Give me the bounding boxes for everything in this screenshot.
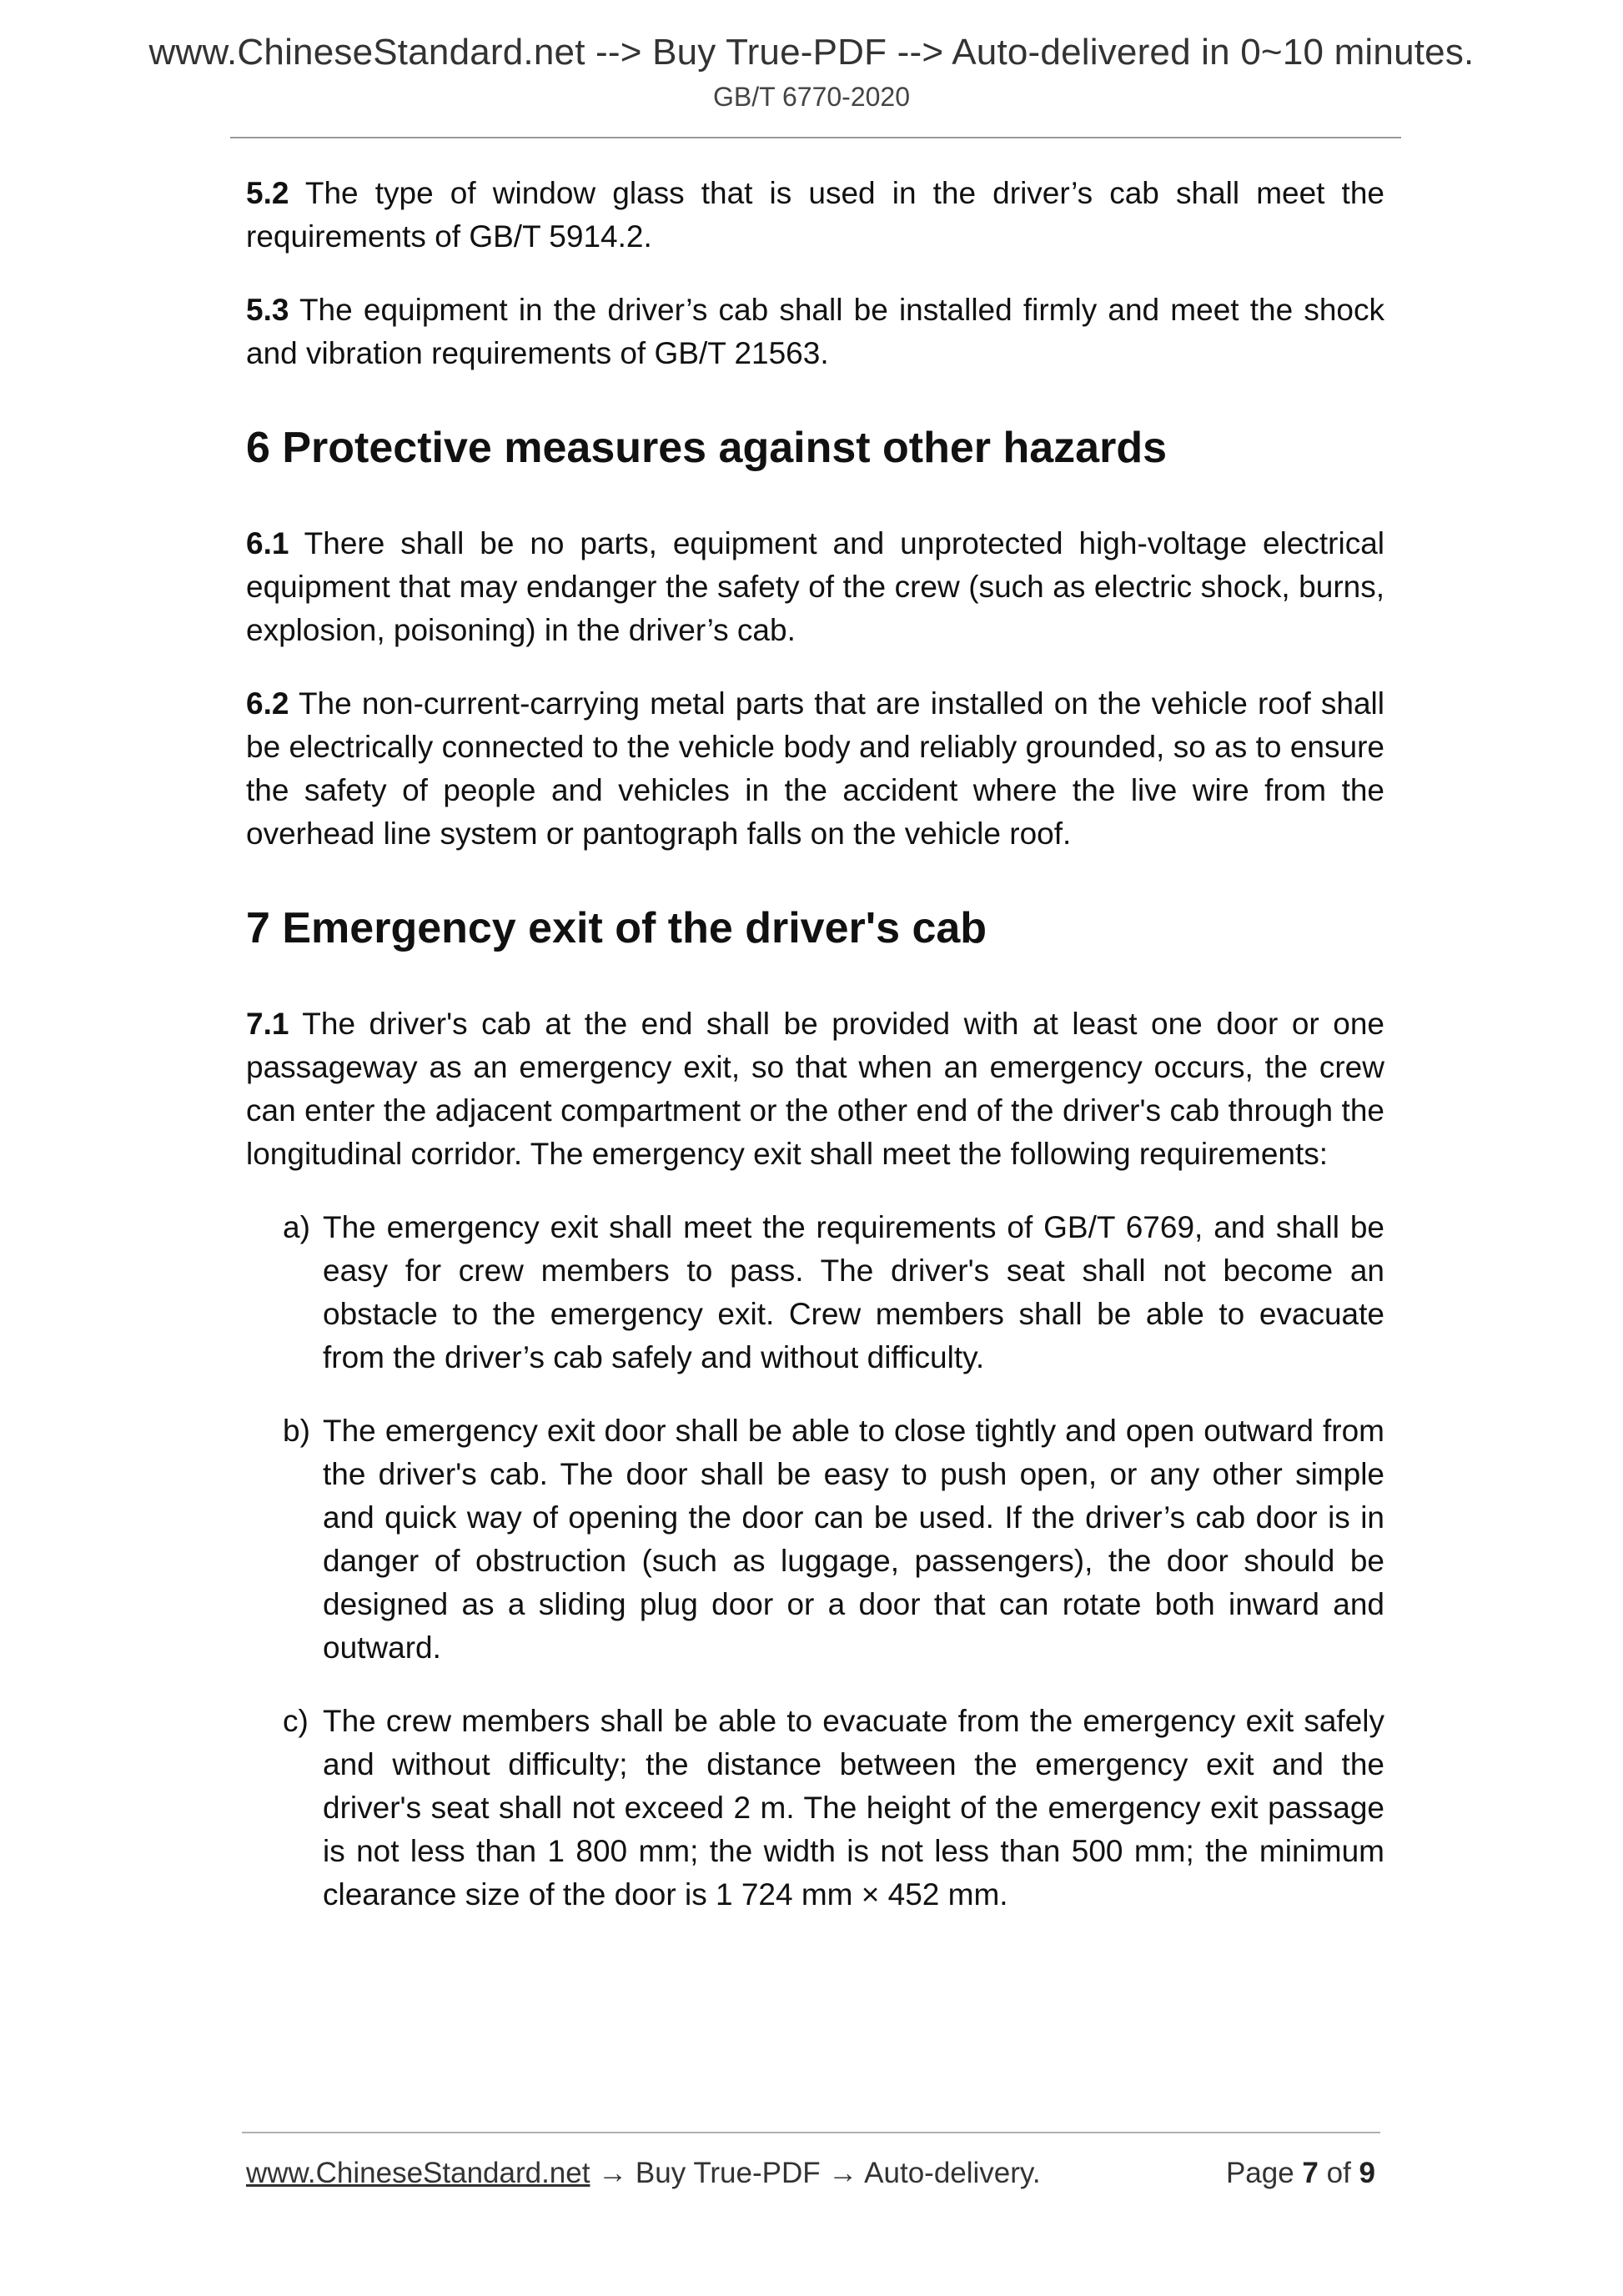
page-total: 9 <box>1359 2157 1375 2189</box>
list-item <box>246 1700 1384 1917</box>
footer-tagline: → Buy True-PDF → Auto-delivery. <box>590 2157 1041 2189</box>
section-6-heading: 6 Protective measures against other hazards <box>246 424 1168 472</box>
footer-left <box>246 2157 1041 2190</box>
document-body <box>246 172 1384 1947</box>
item-text: The crew members shall be able to evacuate from the emergency exit safely and without difficulty; the distance between the emergency exit and the driver's seat shall not exceed 2 m. The height of the emergency exit passage is not less than 1 800 mm; the width is not less than 500 mm; the minimum clearance size of the door is 1 724 mm × 452 mm. <box>323 1704 1384 1912</box>
page-indicator <box>1226 2157 1375 2190</box>
clause-6-2 <box>246 682 1384 856</box>
clause-7-1 <box>246 1002 1384 1176</box>
clause-number: 5.3 <box>246 293 289 327</box>
clause-text: There shall be no parts, equipment and unprotected high-voltage electrical equipment that may endanger the safety of the crew (such as electric shock, burns, explosion, poisoning) in the driver’s cab. <box>246 526 1384 647</box>
section-7-heading: 7 Emergency exit of the driver's cab <box>246 904 987 952</box>
clause-text: The non-current-carrying metal parts that are installed on the vehicle roof shall be electrically connected to the vehicle body and reliably grounded, so as to ensure the safety of people and vehicles in the accident where the live wire from the overhead line system or pantograph falls on the vehicle roof. <box>246 686 1384 851</box>
item-label: a) <box>283 1210 310 1244</box>
list-item <box>246 1206 1384 1379</box>
item-label: b) <box>283 1414 310 1448</box>
clause-6-1 <box>246 522 1384 652</box>
clause-number: 7.1 <box>246 1007 289 1041</box>
requirements-list <box>246 1206 1384 1917</box>
footer-link[interactable]: www.ChineseStandard.net <box>246 2157 590 2189</box>
page-number: 7 <box>1302 2157 1319 2189</box>
item-text: The emergency exit shall meet the requirements of GB/T 6769, and shall be easy for crew members to pass. The driver's seat shall not become an obstacle to the emergency exit. Crew members shall be able to evacuate from the driver’s cab safely and without difficulty. <box>323 1210 1384 1374</box>
of-word: of <box>1318 2157 1359 2189</box>
header-divider <box>230 137 1401 138</box>
clause-number: 5.2 <box>246 176 289 210</box>
clause-5-2 <box>246 172 1384 259</box>
clause-number: 6.2 <box>246 686 289 721</box>
clause-text: The driver's cab at the end shall be provided with at least one door or one passageway as an emergency exit, so that when an emergency occurs, the crew can enter the adjacent compartment or the other end of the driver's cab through the longitudinal corridor. The emergency exit shall meet the following requirements: <box>246 1007 1384 1171</box>
clause-5-3 <box>246 289 1384 375</box>
footer-divider <box>242 2132 1380 2133</box>
clause-number: 6.1 <box>246 526 289 560</box>
list-item <box>246 1409 1384 1670</box>
document-code: GB/T 6770-2020 <box>712 82 910 112</box>
header-banner: www.ChineseStandard.net --> Buy True-PDF --> Auto-delivered in 0~10 minutes. <box>148 32 1475 73</box>
page-word: Page <box>1225 2157 1303 2189</box>
item-label: c) <box>283 1704 309 1738</box>
item-text: The emergency exit door shall be able to close tightly and open outward from the driver's cab. The door shall be easy to push open, or any other simple and quick way of opening the door can be used. If the driver’s cab door is in danger of obstruction (such as luggage, passengers), the door should be designed as a sliding plug door or a door that can rotate both inward and outward. <box>323 1414 1384 1665</box>
clause-text: The type of window glass that is used in the driver’s cab shall meet the requirements of GB/T 5914.2. <box>246 176 1384 254</box>
clause-text: The equipment in the driver’s cab shall be installed firmly and meet the shock and vibration requirements of GB/T 21563. <box>246 293 1384 370</box>
